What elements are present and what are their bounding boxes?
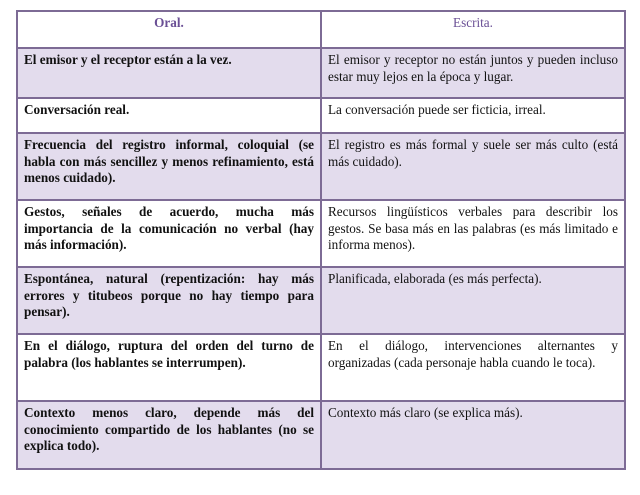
escrita-cell: La conversación puede ser ficticia, irreal. xyxy=(321,98,625,133)
comparison-table xyxy=(16,10,626,470)
oral-cell: Contexto menos claro, depende más del conocimiento compartido de los hablantes (no se explica todo). xyxy=(17,401,321,469)
oral-cell: Gestos, señales de acuerdo, mucha más importancia de la comunicación no verbal (hay más información). xyxy=(17,200,321,267)
table-row xyxy=(17,133,625,200)
escrita-cell: El registro es más formal y suele ser más culto (está más cuidado). xyxy=(321,133,625,200)
escrita-cell: En el diálogo, intervenciones alternantes y organizadas (cada personaje habla cuando le toca). xyxy=(321,334,625,401)
oral-cell: En el diálogo, ruptura del orden del turno de palabra (los hablantes se interrumpen). xyxy=(17,334,321,401)
escrita-cell: Recursos lingüísticos verbales para describir los gestos. Se basa más en las palabras (es más limitado e informa menos). xyxy=(321,200,625,267)
table-row xyxy=(17,267,625,334)
table-row xyxy=(17,401,625,469)
table-row xyxy=(17,200,625,267)
escrita-cell: Contexto más claro (se explica más). xyxy=(321,401,625,469)
escrita-cell: Planificada, elaborada (es más perfecta). xyxy=(321,267,625,334)
oral-cell: Conversación real. xyxy=(17,98,321,133)
escrita-cell: El emisor y receptor no están juntos y pueden incluso estar muy lejos en la época y lugar. xyxy=(321,48,625,98)
oral-cell: Frecuencia del registro informal, coloquial (se habla con más sencillez y menos refinamiento, está menos cuidado). xyxy=(17,133,321,200)
table-row xyxy=(17,334,625,401)
header-escrita: Escrita. xyxy=(321,11,625,48)
header-row xyxy=(17,11,625,48)
table-row xyxy=(17,98,625,133)
header-oral: Oral. xyxy=(17,11,321,48)
oral-cell: Espontánea, natural (repentización: hay más errores y titubeos porque no hay tiempo para pensar). xyxy=(17,267,321,334)
table-row xyxy=(17,48,625,98)
oral-cell: El emisor y el receptor están a la vez. xyxy=(17,48,321,98)
